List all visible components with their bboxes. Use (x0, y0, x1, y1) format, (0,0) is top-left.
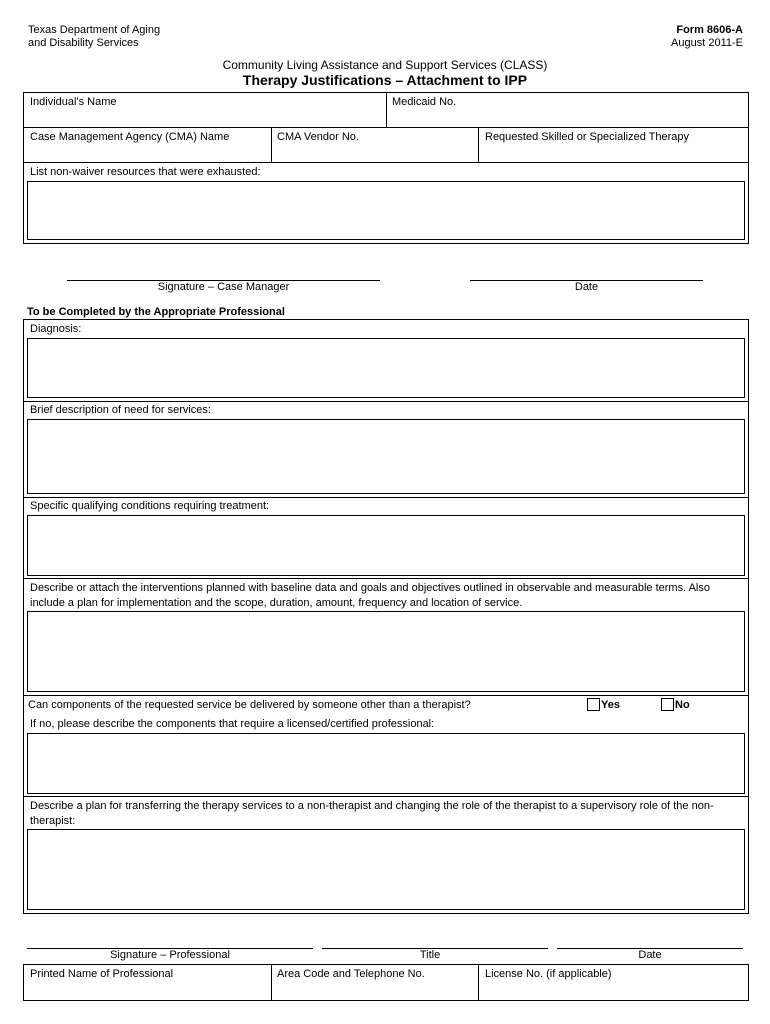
row-divider (23, 578, 749, 579)
conditions-field[interactable] (27, 515, 745, 576)
conditions-label: Specific qualifying conditions requiring treatment: (30, 500, 270, 512)
interventions-label: Describe or attach the interventions planned with baseline data and goals and objectives outlined in observable and measurable terms. Also include a plan for implementation and the scope, duration, amount, frequency and location of service. (30, 582, 710, 609)
no-checkbox[interactable] (661, 698, 674, 711)
cma-name-label: Case Management Agency (CMA) Name (30, 131, 230, 143)
col-divider (478, 127, 479, 162)
phone-label: Area Code and Telephone No. (277, 968, 425, 980)
col-divider (271, 964, 272, 1001)
row-divider (23, 162, 749, 163)
col-divider (271, 127, 272, 162)
row-divider (23, 695, 749, 696)
row-divider (23, 796, 749, 797)
section2-heading: To be Completed by the Appropriate Professional (27, 306, 285, 318)
transfer-label: Describe a plan for transferring the therapy services to a non-therapist and changing the role of the therapist to a supervisory role of the non-therapist: (30, 800, 714, 827)
diagnosis-label: Diagnosis: (30, 323, 82, 335)
page-title: Therapy Justifications – Attachment to IPP (242, 72, 528, 88)
agency-name-line1: Texas Department of Aging (28, 24, 161, 36)
professional-date-label: Date (638, 949, 662, 961)
agency-name-line2: and Disability Services (28, 37, 139, 49)
program-name: Community Living Assistance and Support Services (CLASS) (222, 58, 548, 72)
professional-signature-label: Signature – Professional (110, 949, 230, 961)
diagnosis-field[interactable] (27, 338, 745, 398)
need-label: Brief description of need for services: (30, 404, 211, 416)
row-divider (23, 127, 749, 128)
nonwaiver-field[interactable] (27, 181, 745, 240)
cma-vendor-label: CMA Vendor No. (277, 131, 359, 143)
form-date: August 2011-E (671, 37, 743, 49)
col-divider (386, 92, 387, 127)
need-field[interactable] (27, 419, 745, 494)
license-label: License No. (if applicable) (485, 968, 612, 980)
nonwaiver-label: List non-waiver resources that were exhausted: (30, 166, 261, 178)
no-label: No (675, 699, 690, 711)
row-divider (23, 497, 749, 498)
components-question: Can components of the requested service be delivered by someone other than a therapist? (28, 699, 471, 711)
if-no-label: If no, please describe the components that require a licensed/certified professional: (30, 718, 435, 730)
professional-title-label: Title (419, 949, 441, 961)
row-divider (23, 401, 749, 402)
col-divider (478, 964, 479, 1001)
form-number: Form 8606-A (676, 24, 743, 36)
printed-name-label: Printed Name of Professional (30, 968, 174, 980)
interventions-field[interactable] (27, 611, 745, 692)
case-manager-date-label: Date (574, 281, 599, 293)
individual-name-label: Individual's Name (30, 96, 117, 108)
case-manager-signature-label: Signature – Case Manager (157, 281, 290, 293)
medicaid-no-label: Medicaid No. (392, 96, 457, 108)
licensed-components-field[interactable] (27, 733, 745, 794)
yes-checkbox[interactable] (587, 698, 600, 711)
yes-label: Yes (601, 699, 620, 711)
transfer-field[interactable] (27, 829, 745, 910)
requested-therapy-label: Requested Skilled or Specialized Therapy (485, 131, 690, 143)
